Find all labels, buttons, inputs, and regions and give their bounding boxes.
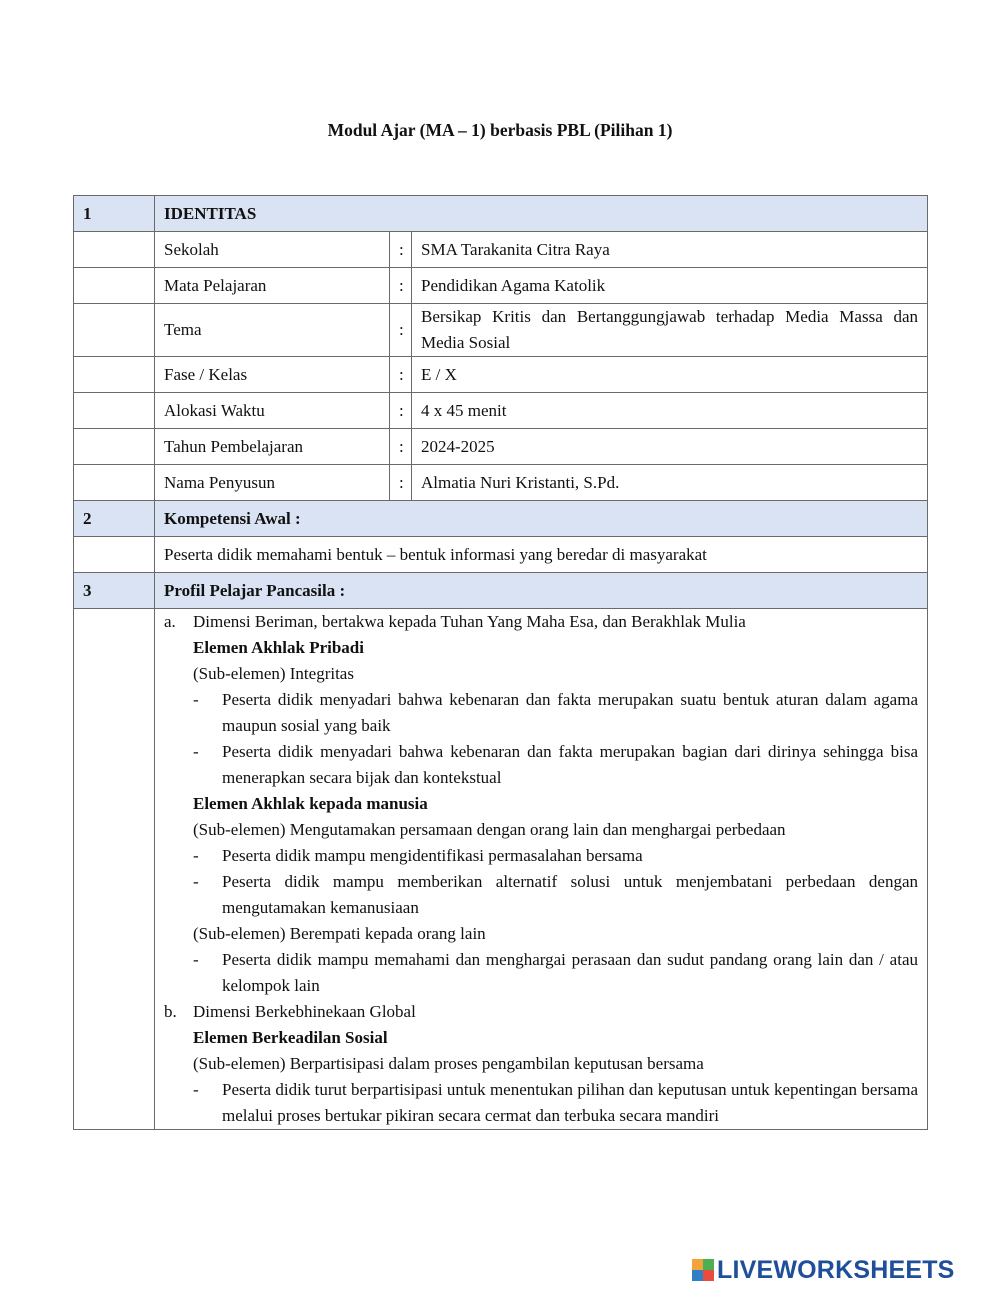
profil-content-row <box>74 609 928 1130</box>
identity-label: Tahun Pembelajaran <box>155 429 390 465</box>
identity-colon: : <box>390 268 412 304</box>
list-item <box>164 869 918 921</box>
identity-row <box>74 465 928 501</box>
list-item-text: Peserta didik turut berpartisipasi untuk menentukan pilihan dan keputusan untuk kepentingan bersama melalui proses bertukar pikiran secara cermat dan terbuka secara mandiri <box>222 1080 918 1125</box>
identity-colon: : <box>390 304 412 357</box>
profil-content <box>155 609 928 1130</box>
identity-colon: : <box>390 465 412 501</box>
dimension-label: a. <box>164 612 176 631</box>
identity-value: Pendidikan Agama Katolik <box>412 268 928 304</box>
elemen-heading: Elemen Akhlak Pribadi <box>193 638 364 657</box>
identity-value: E / X <box>412 357 928 393</box>
list-item <box>164 843 918 869</box>
identity-colon: : <box>390 429 412 465</box>
list-item <box>164 687 918 739</box>
section-heading: Kompetensi Awal : <box>155 501 928 537</box>
dash-marker: - <box>193 690 199 709</box>
section-number: 3 <box>74 573 155 609</box>
identity-label: Tema <box>155 304 390 357</box>
identity-label: Sekolah <box>155 232 390 268</box>
section-header-profil-pelajar <box>74 573 928 609</box>
section-number: 1 <box>74 196 155 232</box>
kompetensi-awal-text: Peserta didik memahami bentuk – bentuk informasi yang beredar di masyarakat <box>155 537 928 573</box>
kompetensi-awal-row <box>74 537 928 573</box>
page-title: Modul Ajar (MA – 1) berbasis PBL (Pilihan 1) <box>327 120 673 140</box>
list-item <box>164 739 918 791</box>
sub-elemen: (Sub-elemen) Integritas <box>193 664 354 683</box>
identity-row <box>74 304 928 357</box>
dimension-item <box>164 609 918 635</box>
dimension-text: Dimensi Beriman, bertakwa kepada Tuhan Yang Maha Esa, dan Berakhlak Mulia <box>193 612 746 631</box>
identity-label: Fase / Kelas <box>155 357 390 393</box>
module-table <box>73 195 928 1130</box>
identity-label: Nama Penyusun <box>155 465 390 501</box>
identity-row <box>74 393 928 429</box>
elemen-heading: Elemen Akhlak kepada manusia <box>193 794 428 813</box>
watermark-text: LIVEWORKSHEETS <box>717 1256 955 1284</box>
dash-marker: - <box>193 950 199 969</box>
list-item-text: Peserta didik menyadari bahwa kebenaran dan fakta merupakan suatu bentuk aturan dalam agama maupun sosial yang baik <box>222 690 918 735</box>
section-number: 2 <box>74 501 155 537</box>
identity-value: 2024-2025 <box>412 429 928 465</box>
identity-row <box>74 357 928 393</box>
sub-elemen: (Sub-elemen) Berpartisipasi dalam proses pengambilan keputusan bersama <box>193 1054 704 1073</box>
list-item-text: Peserta didik menyadari bahwa kebenaran dan fakta merupakan bagian dari dirinya sehingga bisa menerapkan secara bijak dan kontekstual <box>222 742 918 787</box>
identity-colon: : <box>390 232 412 268</box>
identity-colon: : <box>390 357 412 393</box>
identity-value: 4 x 45 menit <box>412 393 928 429</box>
sub-elemen: (Sub-elemen) Mengutamakan persamaan dengan orang lain dan menghargai perbedaan <box>193 820 786 839</box>
identity-value: SMA Tarakanita Citra Raya <box>412 232 928 268</box>
dash-marker: - <box>193 872 199 891</box>
dimension-text: Dimensi Berkebhinekaan Global <box>193 1002 416 1021</box>
list-item <box>164 947 918 999</box>
logo-squares-icon <box>692 1259 714 1281</box>
elemen-heading: Elemen Berkeadilan Sosial <box>193 1028 388 1047</box>
list-item-text: Peserta didik mampu mengidentifikasi permasalahan bersama <box>222 846 643 865</box>
identity-colon: : <box>390 393 412 429</box>
dimension-label: b. <box>164 1002 177 1021</box>
section-header-kompetensi-awal <box>74 501 928 537</box>
identity-label: Alokasi Waktu <box>155 393 390 429</box>
liveworksheets-logo <box>692 1253 955 1287</box>
sub-elemen: (Sub-elemen) Berempati kepada orang lain <box>193 924 486 943</box>
section-heading: IDENTITAS <box>155 196 928 232</box>
dash-marker: - <box>193 742 199 761</box>
identity-label: Mata Pelajaran <box>155 268 390 304</box>
list-item <box>164 1077 918 1129</box>
identity-value: Almatia Nuri Kristanti, S.Pd. <box>412 465 928 501</box>
dash-marker: - <box>193 846 199 865</box>
identity-row <box>74 429 928 465</box>
dimension-item <box>164 999 918 1025</box>
dash-marker: - <box>193 1080 199 1099</box>
list-item-text: Peserta didik mampu memahami dan menghargai perasaan dan sudut pandang orang lain dan / atau kelompok lain <box>222 950 918 995</box>
identity-row <box>74 268 928 304</box>
section-header-identitas <box>74 196 928 232</box>
list-item-text: Peserta didik mampu memberikan alternatif solusi untuk menjembatani perbedaan dengan mengutamakan kemanusiaan <box>222 872 918 917</box>
section-heading: Profil Pelajar Pancasila : <box>155 573 928 609</box>
identity-value: Bersikap Kritis dan Bertanggungjawab terhadap Media Massa dan Media Sosial <box>412 304 928 357</box>
identity-row <box>74 232 928 268</box>
